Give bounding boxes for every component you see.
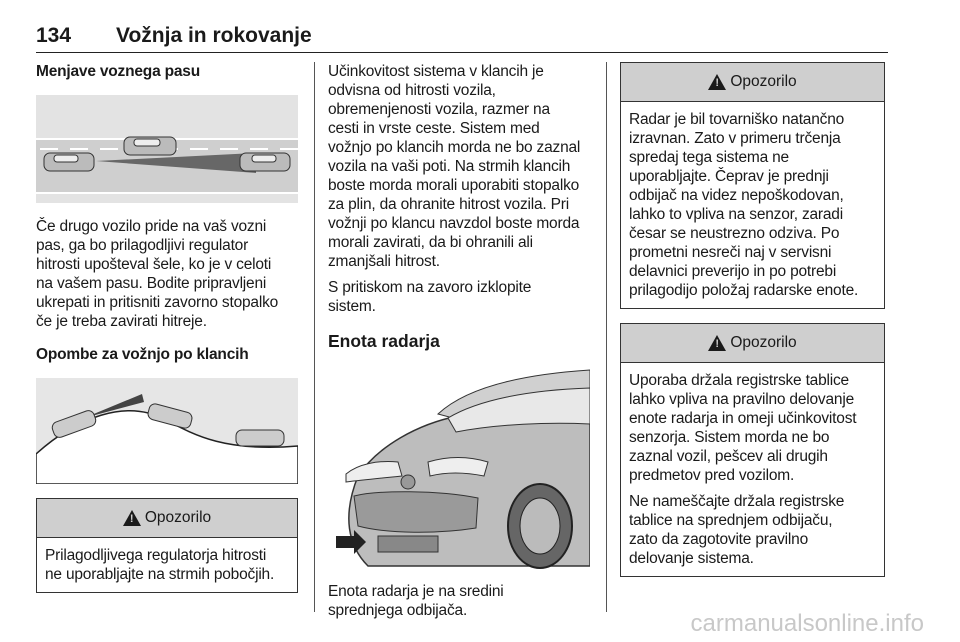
paragraph-brake-off: S pritiskom na zavoro izklopite sistem. (328, 279, 532, 315)
section-heading-lane-change: Menjave voznega pasu (36, 63, 200, 80)
radar-unit-car-illustration (328, 366, 590, 572)
warning-box-license-plate (620, 323, 885, 577)
warning-triangle-icon: ! (123, 510, 141, 526)
section-heading-hills: Opombe za vožnjo po klancih (36, 346, 249, 363)
warning-header: ! Opozorilo (37, 499, 297, 538)
page-title: Vožnja in rokovanje (116, 24, 312, 47)
car-merging-icon (124, 137, 176, 155)
page-header (36, 22, 888, 53)
page-number: 134 (36, 24, 72, 47)
warning-triangle-icon: ! (708, 335, 726, 351)
watermark: carmanualsonline.info (690, 610, 924, 637)
warning-body: Uporaba držala registrske tablice lahko vpliva na pravilno delovanje enote radarja in omeji učinkovitost senzorja. Sistem morda ne bo zaznal vozil, pešcev ali drugih predmetov pred vozilom. Ne nameščajte držala registrske tablice na sprednjem odbijaču, zato da zagotovite pravilno delovanje sistema. (629, 372, 857, 567)
warning-body: Radar je bil tovarniško natančno izravnan. Zato v primeru trčenja spredaj tega sistema ne uporabljajte. Čeprav je prednji odbijač na videz nepoškodovan, lahko to vpliva na senzor, zaradi česar se neustrezno odziva. Po prometni nesreči naj v servisni delavnici preverijo in po potrebi prilagodijo položaj radarske enote. (629, 111, 859, 299)
column-left (36, 62, 298, 593)
warning-box-calibration (620, 62, 885, 309)
hill-driving-illustration (36, 378, 298, 484)
paragraph-lane-change: Če drugo vozilo pride na vaš vozni pas, ga bo prilagodljivi regulator hitrosti upošteval šele, ko je v celoti na vašem pasu. Bodite pripravljeni ukrepati in pritisniti zavorno stopalko če je treba zavirati hitreje. (36, 218, 279, 330)
warning-header: ! Opozorilo (621, 324, 884, 363)
column-divider (314, 62, 315, 612)
column-middle (328, 62, 590, 620)
column-right (620, 62, 885, 577)
car-rear-icon (44, 153, 94, 171)
warning-box-hills (36, 498, 298, 593)
lane-change-illustration (36, 95, 298, 203)
warning-header: ! Opozorilo (621, 63, 884, 102)
car-valley-icon (236, 430, 284, 446)
radar-caption: Enota radarja je na sredini sprednjega odbijača. (328, 583, 504, 619)
paragraph-hills-effectiveness: Učinkovitost sistema v klancih je odvisna od hitrosti vozila, obremenjenosti vozila, razmer na cesti in vrste ceste. Sistem med vožnjo po klancih morda ne bo zaznal vozila na vaši poti. Na strmih klancih boste morda morali uporabiti stopalko za plin, da ohranite hitrost vozila. Pri vožnji po klancu navzdol boste morda morali zavirati, da bi ohranili ali zmanjšali hitrost. (328, 63, 581, 270)
section-heading-radar: Enota radarja (328, 331, 440, 351)
column-divider (606, 62, 607, 612)
car-ahead-icon (240, 153, 290, 171)
warning-triangle-icon: ! (708, 74, 726, 90)
warning-body: Prilagodljivega regulatorja hitrosti ne uporabljajte na strmih pobočjih. (45, 547, 275, 583)
